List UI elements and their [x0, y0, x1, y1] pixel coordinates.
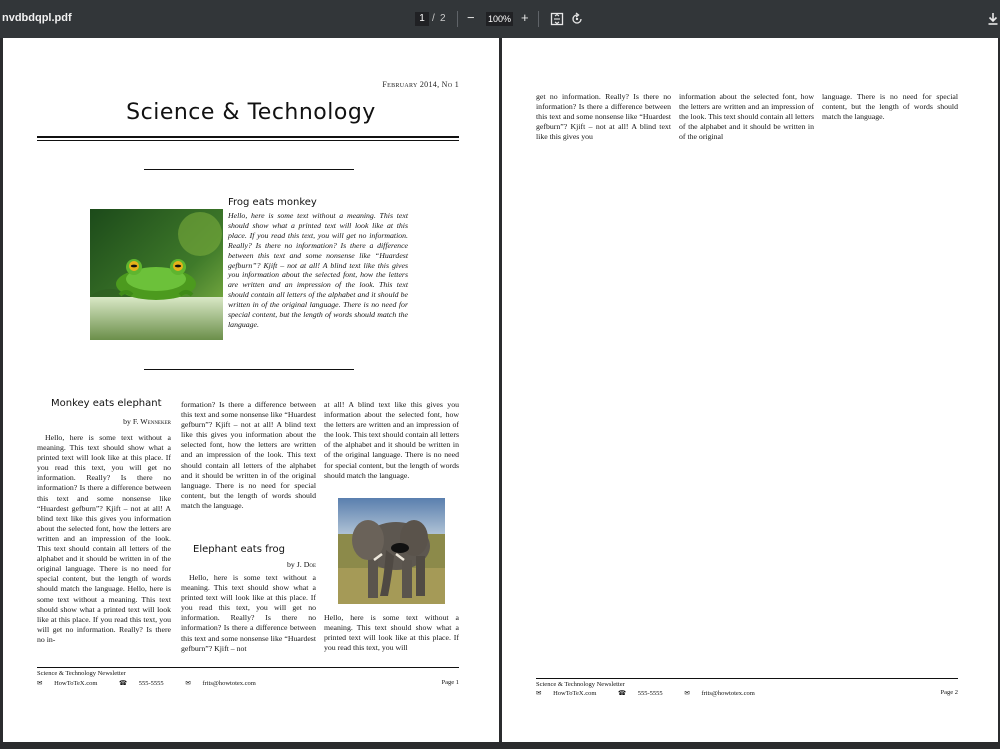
monkey-article-col2: formation? Is there a difference between this text and some nonsense like “Huardest gefburn”? Kjift – not at all! A blind text like this gives you information about the selected font, how the letters are written and an impression of the look. This text should contain all letters of the alphabet and it should be written in of the original language. There is no need for special content, but the length of words should match the language.: [181, 400, 316, 510]
monkey-article-col1: Hello, here is some text without a meaning. This text should show what a printed text will look like at this place. If you read this text, you will get no information. Really? Is there no information? Is there a difference between this text and some nonsense like “Huardest gefburn”? Kjift – not at all! A blind text like this gives you information about the selected font, how the letters are written and an impression of the look. This text should contain all letters of the alphabet and it should be written in of the original language. There is no need for special content, but the length of words should match the language. Hello, here is some text without a meaning. This text should show what a printed text will look like at this place. If you read this text, you will get no information. Really? Is there no in-: [37, 433, 171, 644]
total-pages: 2: [440, 13, 446, 24]
fit-page-icon[interactable]: [550, 12, 564, 26]
elephant-byline: [181, 560, 316, 569]
page-separator: /: [432, 13, 435, 24]
byline-prefix: by: [287, 560, 295, 569]
zoom-input[interactable]: 100%: [487, 14, 512, 24]
elephant-article-title: Elephant eats frog: [193, 544, 285, 555]
frog-article-text: Hello, here is some text without a meaning. This text should show what a printed text will look like at this place. If you read this text, you will get no information. Really? Is there no information? Is there a difference between this text and some nonsense like “Huardest gefburn”? Kjift – not at all! A blind text like this gives you information about the selected font, how the letters are written and an impression of the look. This text should contain all letters of the alphabet and it should be written in of the original language. There is no need for special content, but the length of words should match the language.: [228, 211, 408, 329]
footer-rule: [536, 678, 958, 679]
footer-newsletter-name: Science & Technology Newsletter: [536, 681, 625, 688]
footer-email: frits@howtotex.com: [202, 680, 256, 687]
email-icon: ✉: [185, 680, 191, 687]
download-icon[interactable]: [987, 12, 999, 26]
newsletter-title: Science & Technology: [126, 100, 376, 125]
page2-col3: language. There is no need for special content, but the length of words should match the language.: [822, 92, 958, 122]
email-icon: ✉: [684, 690, 690, 697]
pdf-toolbar: [0, 0, 1000, 38]
frog-article-title: Frog eats monkey: [228, 197, 317, 208]
page2-col1: get no information. Really? Is there no information? Is there a difference between this text and some nonsense like “Huardest gefburn”? Kjift – not at all! A blind text like this gives you: [536, 92, 671, 142]
phone-icon: ☎: [119, 680, 128, 687]
footer-contacts: [37, 679, 276, 687]
zoom-out-button[interactable]: −: [467, 10, 475, 25]
footer-newsletter-name: Science & Technology Newsletter: [37, 670, 126, 677]
issue-date: February 2014, No 1: [382, 80, 459, 89]
zoom-in-button[interactable]: +: [521, 10, 529, 25]
pdf-page-2: [502, 38, 998, 742]
phone-contact: [618, 690, 673, 697]
elephant-article-col3: Hello, here is some text without a meaning. This text should show what a printed text will look like at this place. If you read this text, you will: [324, 613, 459, 653]
frog-photo: [90, 209, 223, 340]
monkey-author: F. Wenneker: [132, 417, 171, 426]
email-contact: [185, 680, 266, 687]
current-page-input[interactable]: 1: [415, 12, 429, 26]
footer-phone: 555-5555: [637, 690, 663, 697]
footer-rule: [37, 667, 459, 668]
globe-icon: ✉: [37, 680, 43, 687]
masthead-rule-thin: [37, 140, 459, 141]
pdf-page-1: [3, 38, 499, 742]
monkey-article-title: Monkey eats elephant: [51, 398, 162, 409]
phone-icon: ☎: [618, 690, 627, 697]
footer-web: HowToTeX.com: [54, 680, 98, 687]
elephant-article-col2: Hello, here is some text without a meaning. This text should show what a printed text will look like at this place. If you read this text, you will get no information. Really? Is there no information? Is there a difference between this text and some nonsense like “Huardest gefburn”? Kjift – not: [181, 573, 316, 653]
monkey-byline: [37, 417, 171, 426]
featured-rule-bottom: [144, 369, 354, 370]
byline-prefix: by: [123, 417, 131, 426]
elephant-author: J. Doe: [296, 560, 316, 569]
toolbar-divider: [538, 11, 539, 27]
page2-col2: information about the selected font, how the letters are written and an impression of the look. This text should contain all letters of the alphabet and it should be written in of the original: [679, 92, 814, 142]
phone-contact: [119, 680, 174, 687]
masthead-rule: [37, 136, 459, 138]
web-contact: [37, 680, 107, 687]
page-number: Page 2: [940, 689, 958, 696]
toolbar-divider: [457, 11, 458, 27]
featured-rule-top: [144, 169, 354, 170]
footer-web: HowToTeX.com: [553, 690, 597, 697]
rotate-icon[interactable]: [570, 12, 584, 26]
footer-email: frits@howtotex.com: [701, 690, 755, 697]
email-contact: [684, 690, 765, 697]
web-contact: [536, 690, 606, 697]
footer-phone: 555-5555: [138, 680, 164, 687]
file-name: nvdbdqpl.pdf: [2, 12, 72, 24]
page-number: Page 1: [441, 679, 459, 686]
monkey-article-col3: at all! A blind text like this gives you information about the selected font, how the letters are written and an impression of the look. This text should contain all letters of the alphabet and it should be written in of the original language. There is no need for special content, but the length of words should match the language.: [324, 400, 459, 480]
globe-icon: ✉: [536, 690, 542, 697]
elephant-photo: [338, 498, 445, 604]
footer-contacts: [536, 689, 775, 697]
